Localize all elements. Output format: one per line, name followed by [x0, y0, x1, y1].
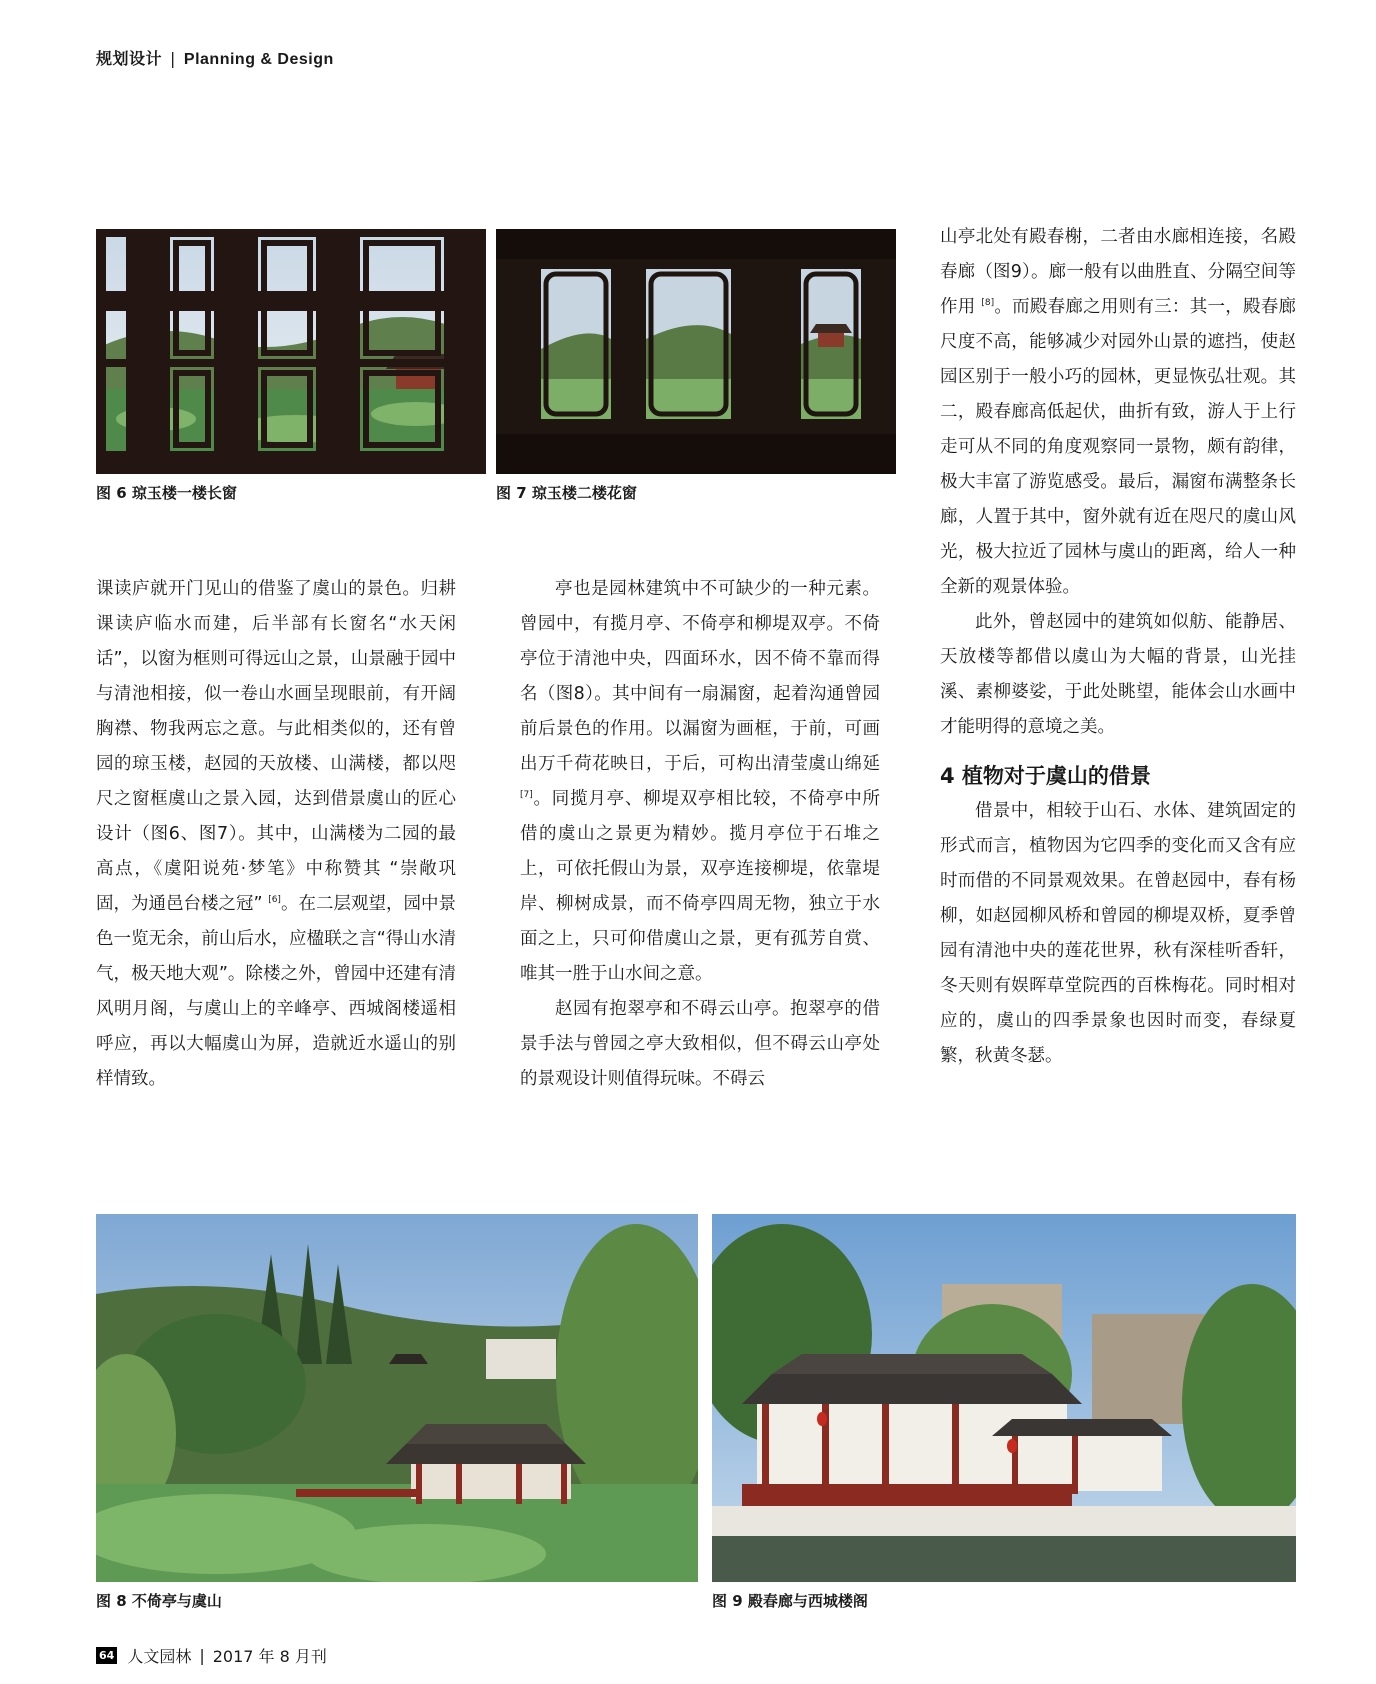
figure-7-photo: [496, 229, 896, 474]
paragraph: 山亭北处有殿春榭，二者由水廊相连接，名殿春廊（图9）。廊一般有以曲胜直、分隔空间等作用 [8]。而殿春廊之用则有三：其一，殿春廊尺度不高，能够减少对园外山景的遮挡，使赵园区别于一般小巧的园林，更显恢弘壮观。其二，殿春廊高低起伏，曲折有致，游人于上行走可从不同的角度观察同一景物，颇有韵律，极大丰富了游览感受。最后，漏窗布满整条长廊，人置于其中，窗外就有近在咫尺的虞山风光，极大拉近了园林与虞山的距离，给人一种全新的观景体验。: [940, 227, 1296, 597]
paragraph: 此外，曾赵园中的建筑如似舫、能静居、天放楼等都借以虞山为大幅的背景，山光挂溪、素柳婆娑，于此处眺望，能体会山水画中才能明得的意境之美。: [940, 612, 1296, 737]
section-heading: 4 植物对于虞山的借景: [940, 764, 1151, 788]
text-column-1: [96, 572, 456, 1097]
journal-name: 人文园林: [127, 1647, 192, 1666]
page-number: 64: [96, 1647, 117, 1664]
corridor-and-tower-image: [712, 1214, 1296, 1582]
figure-9-caption: 图 9 殿春廊与西城楼阁: [712, 1592, 868, 1610]
paragraph: 借景中，相较于山石、水体、建筑固定的形式而言，植物因为它四季的变化而又含有应时而借的不同景观效果。在曾赵园中，春有杨柳，如赵园柳风桥和曾园的柳堤双桥，夏季曾园有清池中央的莲花世界，秋有深桂听香轩，冬天则有娱晖草堂院西的百株梅花。同时相对应的，虞山的四季景象也因时而变，春绿夏繁，秋黄冬瑟。: [940, 801, 1296, 1066]
figure-8-caption: 图 8 不倚亭与虞山: [96, 1592, 222, 1610]
running-header: [96, 46, 334, 69]
figure-7-caption: 图 7 琼玉楼二楼花窗: [496, 484, 637, 502]
page-footer: [96, 1644, 327, 1667]
figure-9-photo: [712, 1214, 1296, 1582]
header-section-en: Planning & Design: [183, 51, 334, 68]
header-section-cn: 规划设计: [96, 49, 163, 68]
paragraph: 亭也是园林建筑中不可缺少的一种元素。曾园中，有揽月亭、不倚亭和柳堤双亭。不倚亭位于清池中央，四面环水，因不倚不靠而得名（图8）。其中间有一扇漏窗，起着沟通曾园前后景色的作用。以漏窗为画框，于前，可画出万千荷花映日，于后，可构出清莹虞山绵延 [7]。同揽月亭、柳堤双亭相比较，不倚亭中所借的虞山之景更为精妙。揽月亭位于石堆之上，可依托假山为景，双亭连接柳堤，依靠堤岸、柳树成景，而不倚亭四周无物，独立于水面之上，只可仰借虞山之景，更有孤芳自赏、唯其一胜于山水间之意。: [520, 579, 880, 984]
issue-date: 2017 年 8 月刊: [212, 1647, 327, 1666]
citation: [7]: [520, 790, 533, 801]
header-separator: |: [170, 49, 176, 68]
lattice-window-image: [496, 229, 896, 474]
window-scene-image: [96, 229, 486, 474]
citation: [8]: [981, 298, 995, 309]
text-column-3: [940, 220, 1296, 1074]
figure-6-caption: 图 6 琼玉楼一楼长窗: [96, 484, 237, 502]
pavilion-and-mountain-image: [96, 1214, 698, 1582]
citation: [6]: [268, 895, 281, 906]
paragraph: 赵园有抱翠亭和不碍云山亭。抱翠亭的借景手法与曾园之亭大致相似，但不碍云山亭处的景观设计则值得玩味。不碍云: [520, 999, 880, 1089]
paragraph: 课读庐就开门见山的借鉴了虞山的景色。归耕课读庐临水而建，后半部有长窗名“水天闲话”，以窗为框则可得远山之景，山景融于园中与清池相接，似一卷山水画呈现眼前，有开阔胸襟、物我两忘之意。与此相类似的，还有曾园的琼玉楼，赵园的天放楼、山满楼，都以咫尺之窗框虞山之景入园，达到借景虞山的匠心设计（图6、图7）。其中，山满楼为二园的最高点，《虞阳说苑·梦笔》中称赞其 “崇敞巩固，为通邑台楼之冠” [6]。在二层观望，园中景色一览无余，前山后水，应楹联之言“得山水清气，极天地大观”。除楼之外，曾园中还建有清风明月阁，与虞山上的辛峰亭、西城阁楼遥相呼应，再以大幅虞山为屏，造就近水遥山的别样情致。: [96, 579, 456, 1089]
figure-6-photo: [96, 229, 486, 474]
figure-8-photo: [96, 1214, 698, 1582]
footer-separator: |: [199, 1646, 205, 1665]
text-column-2: [520, 572, 880, 1097]
